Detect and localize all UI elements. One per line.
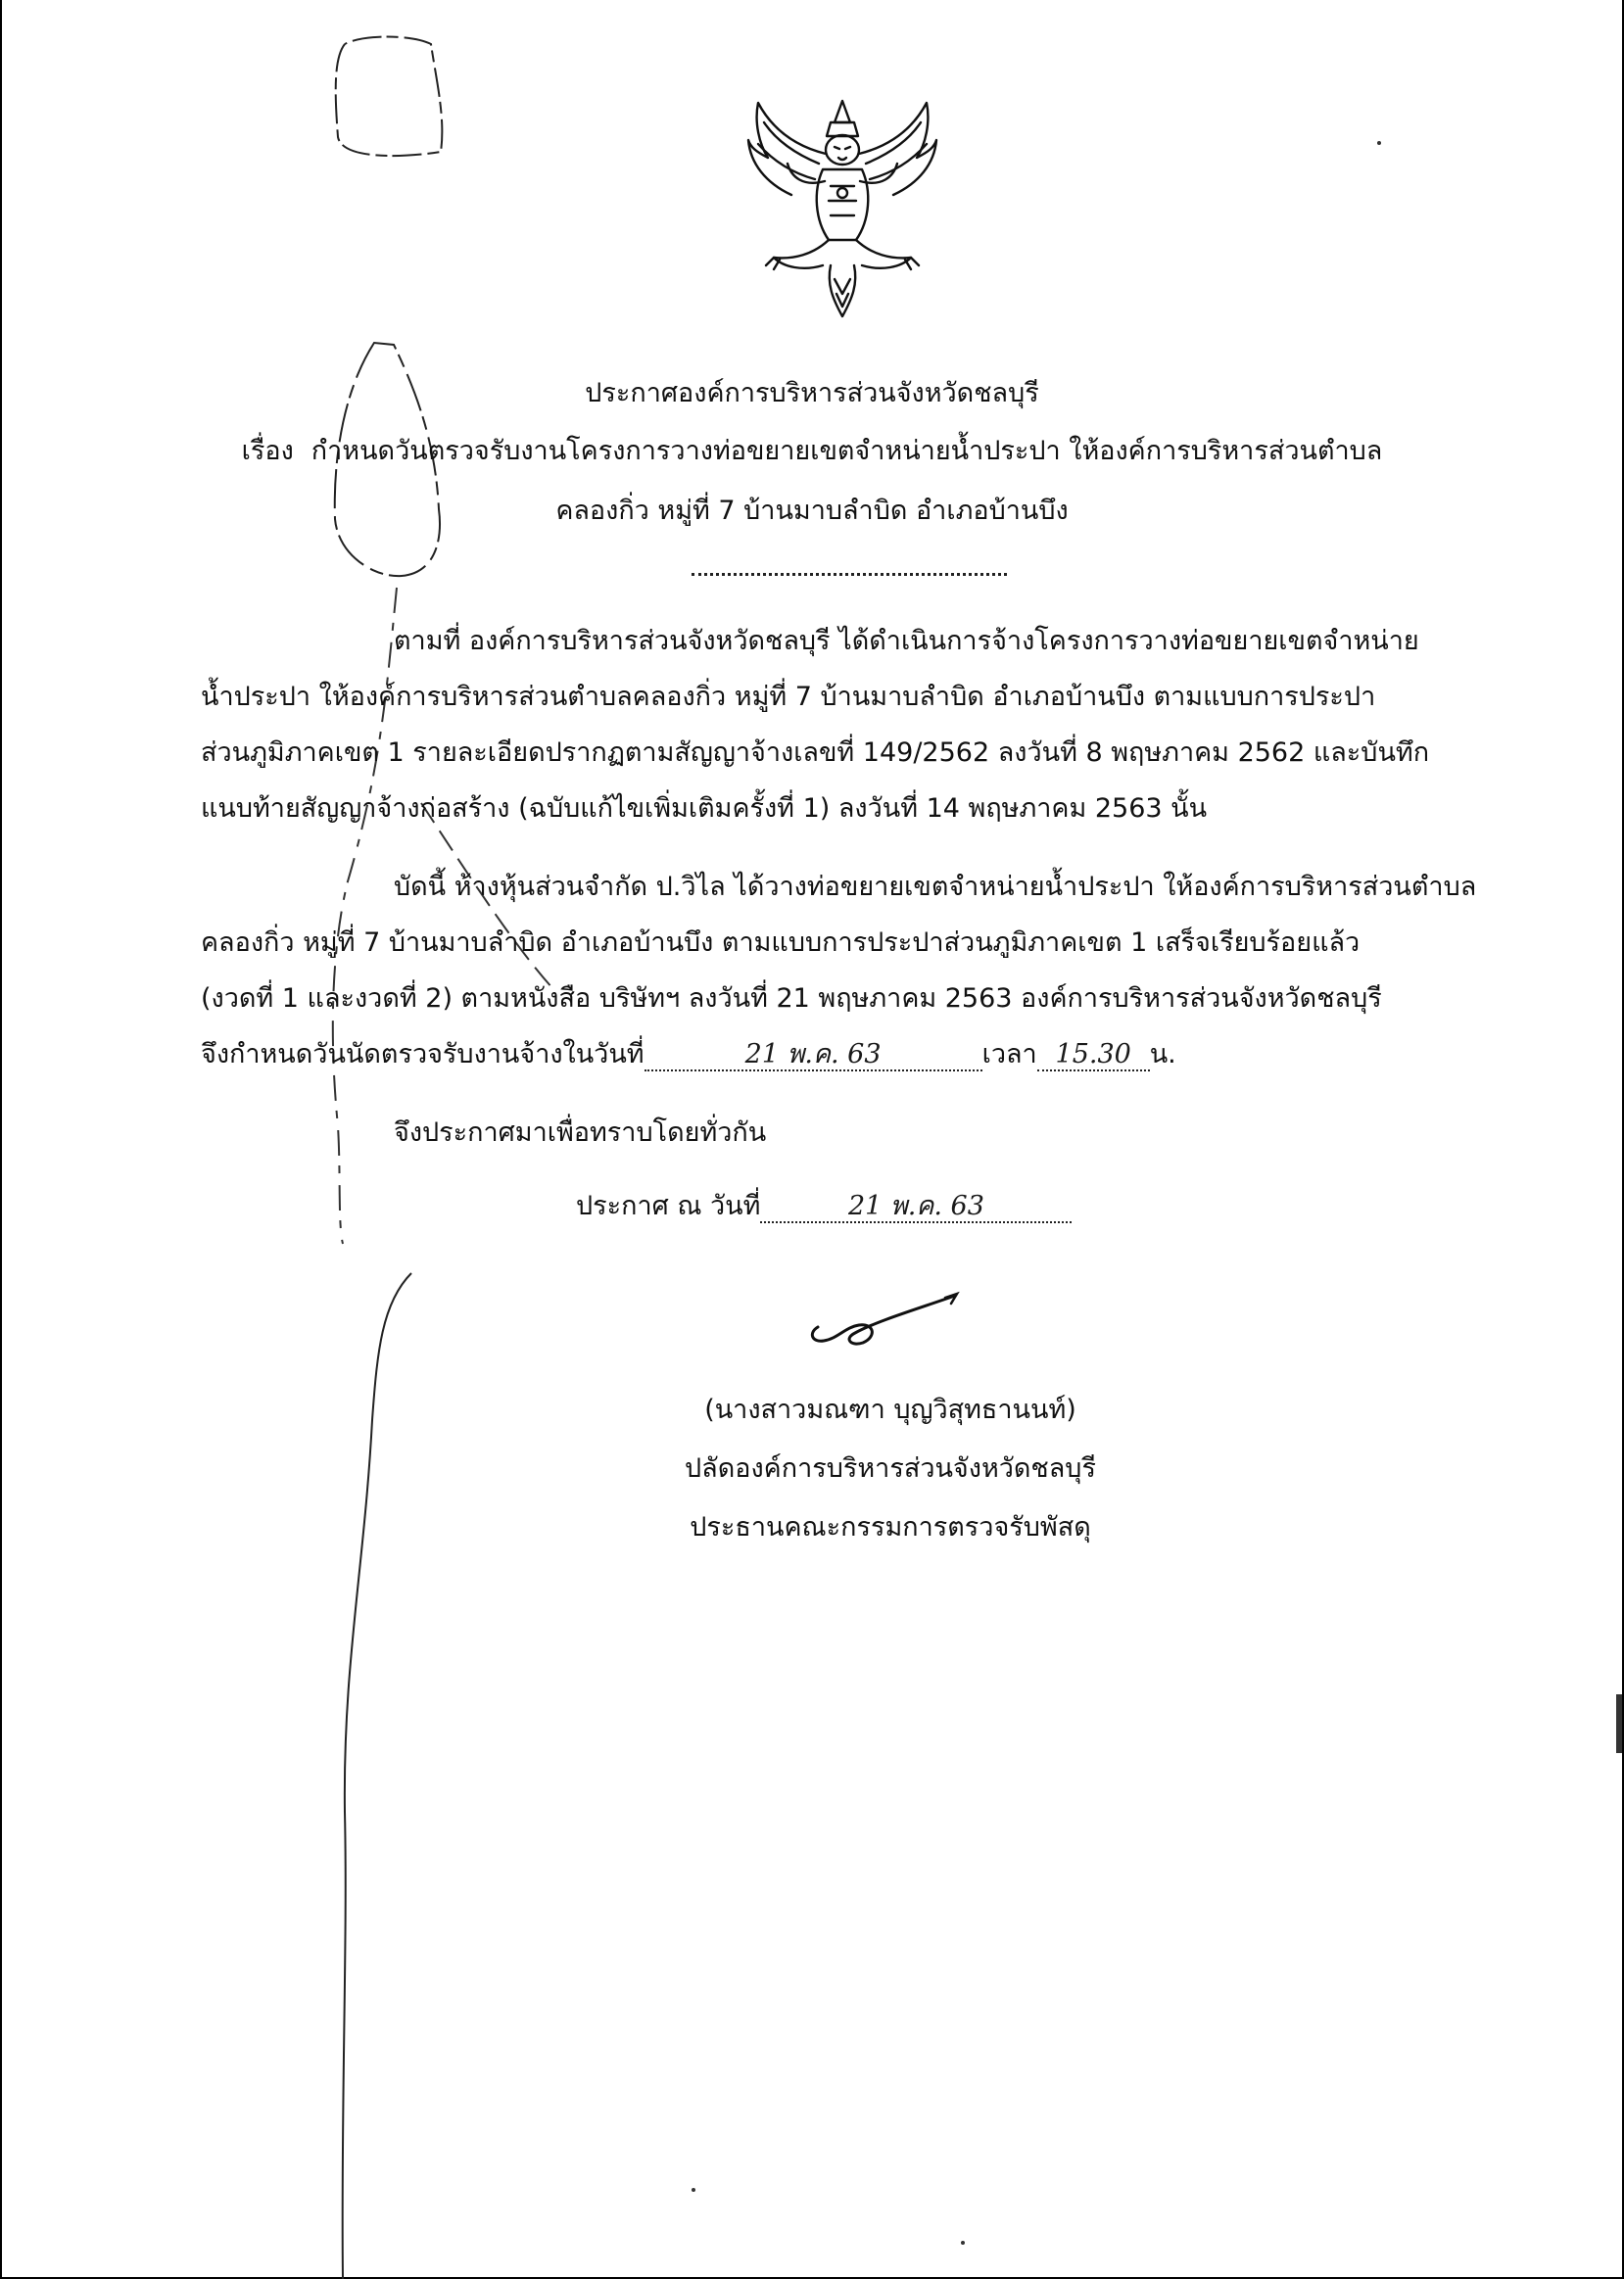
paragraph-1-line-1: ตามที่ องค์การบริหารส่วนจังหวัดชลบุรี ได้ดำเนินการจ้างโครงการวางท่อขยายเขตจำหน่าย (394, 626, 1419, 656)
time-suffix: น. (1149, 1039, 1176, 1069)
subject-label: เรื่อง (241, 436, 294, 466)
paragraph-2-line-1: บัดนี้ ห้างหุ้นส่วนจำกัด ป.วิไล ได้วางท่อขยายเขตจำหน่ายน้ำประปา ให้องค์การบริหารส่วนตำบล (394, 872, 1477, 902)
inspection-time-handwritten: 15.30 (1037, 1040, 1150, 1071)
announce-date-handwritten: 21 พ.ค. 63 (760, 1192, 1072, 1223)
inspection-date-handwritten: 21 พ.ค. 63 (645, 1040, 982, 1071)
handwritten-signature (798, 1288, 975, 1356)
title-dotted-rule (692, 573, 1007, 576)
subject-line (0, 432, 1624, 471)
paragraph-3: จึงประกาศมาเพื่อทราบโดยทั่วกัน (394, 1117, 767, 1148)
garuda-emblem (744, 93, 940, 323)
subject-text-line-2: คลองกิ่ว หมู่ที่ 7 บ้านมาบลำบิด อำเภอบ้านบึง (555, 496, 1069, 526)
paragraph-1-line-2: น้ำประปา ให้องค์การบริหารส่วนตำบลคลองกิ่ว หมู่ที่ 7 บ้านมาบลำบิด อำเภอบ้านบึง ตามแบบการประปา (201, 682, 1376, 712)
announce-date-line (576, 1187, 1072, 1226)
announce-date-prefix: ประกาศ ณ วันที่ (576, 1191, 761, 1221)
inspection-date-prefix: จึงกำหนดวันนัดตรวจรับงานจ้างในวันที่ (201, 1039, 645, 1069)
time-label: เวลา (981, 1039, 1037, 1069)
paragraph-1-line-3: ส่วนภูมิภาคเขต 1 รายละเอียดปรากฏตามสัญญาจ้างเลขที่ 149/2562 ลงวันที่ 8 พฤษภาคม 2562 และบันทึก (201, 737, 1430, 768)
hole-artifact-top (336, 37, 443, 157)
subject-text-line-1: กำหนดวันตรวจรับงานโครงการวางท่อขยายเขตจำหน่ายน้ำประปา ให้องค์การบริหารส่วนตำบล (310, 436, 1383, 466)
paragraph-1-line-4: แนบท้ายสัญญาจ้างก่อสร้าง (ฉบับแก้ไขเพิ่มเติมครั้งที่ 1) ลงวันที่ 14 พฤษภาคม 2563 นั้น (201, 793, 1208, 824)
announcement-title: ประกาศองค์การบริหารส่วนจังหวัดชลบุรี (585, 378, 1039, 408)
paragraph-2-line-3: (งวดที่ 1 และงวดที่ 2) ตามหนังสือ บริษัทฯ ลงวันที่ 21 พฤษภาคม 2563 องค์การบริหารส่วนจังหวัดชลบุรี (201, 983, 1382, 1014)
signer-name: (นางสาวมณฑา บุญวิสุทธานนท์) (704, 1395, 1076, 1425)
signer-position: ปลัดองค์การบริหารส่วนจังหวัดชลบุรี (685, 1453, 1096, 1484)
signer-role: ประธานคณะกรรมการตรวจรับพัสดุ (690, 1512, 1091, 1543)
paragraph-2-line-2: คลองกิ่ว หมู่ที่ 7 บ้านมาบลำบิด อำเภอบ้านบึง ตามแบบการประปาส่วนภูมิภาคเขต 1 เสร็จเรียบร้อยแล้ว (201, 927, 1361, 958)
paragraph-2-line-4 (201, 1035, 1176, 1074)
